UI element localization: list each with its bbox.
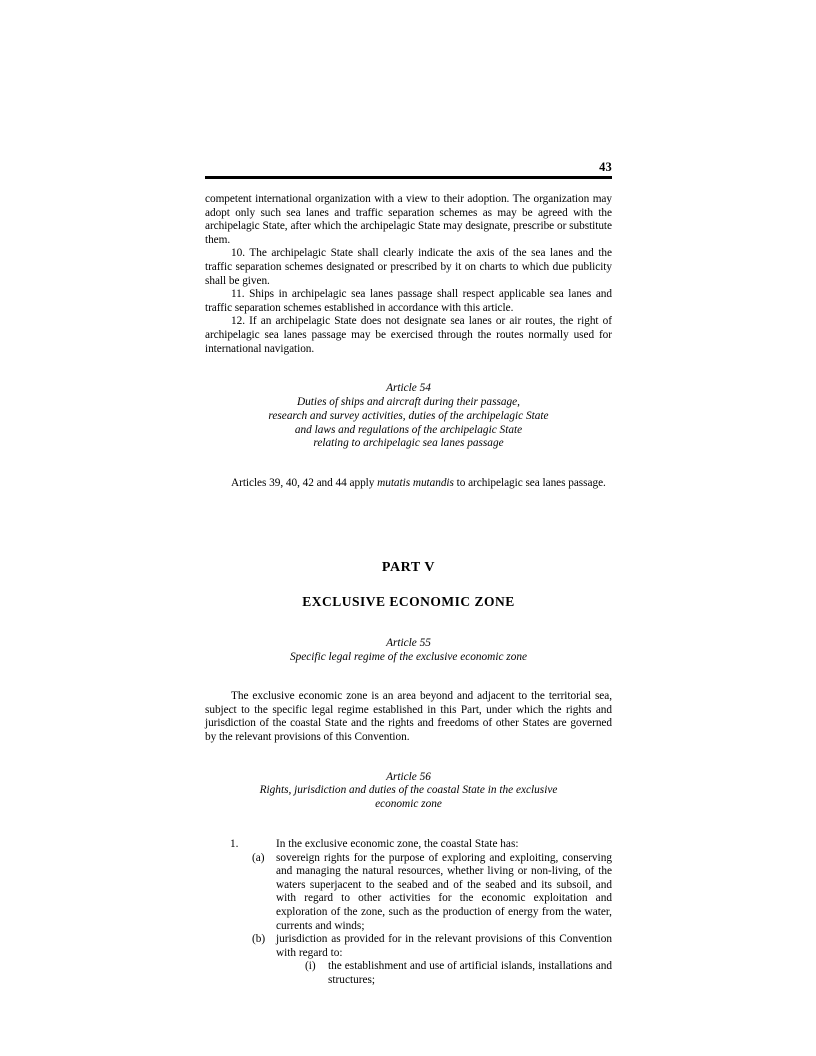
list-text-b: jurisdiction as provided for in the relevant provisions of this Convention with regard to: [276, 933, 612, 959]
article-54-text-tail: to archipelagic sea lanes passage. [453, 477, 606, 490]
article-54-title-line-3: and laws and regulations of the archipelagic State [294, 423, 523, 436]
article-56-title-line-1: Rights, jurisdiction and duties of the coastal State in the exclusive [259, 784, 558, 797]
article-55-heading [205, 637, 612, 665]
article-54-latin-phrase: mutatis mutandis [377, 477, 454, 490]
article-54-title-line-2: research and survey activities, duties of the archipelagic State [268, 409, 549, 422]
article-56-number: Article 56 [386, 770, 431, 783]
list-text-a: sovereign rights for the purpose of exploring and exploiting, conserving and managing the natural resources, whether living or non-living, of the waters superjacent to the seabed and of the seabed and its subsoil, and with regard to other activities for the economic exploitation and exploration of the zone, such as the production of energy from the water, currents and winds; [276, 851, 612, 932]
article-54-paragraph [205, 477, 612, 491]
article-55-number: Article 55 [386, 636, 431, 649]
spacer [205, 525, 612, 559]
list-text-1: In the exclusive economic zone, the coastal State has: [276, 838, 519, 851]
article-54-number: Article 54 [386, 382, 431, 395]
list-marker-a: (a) [252, 851, 265, 864]
spacer [205, 745, 612, 771]
part-v-name: EXCLUSIVE ECONOMIC ZONE [302, 593, 515, 609]
article-55-paragraph: The exclusive economic zone is an area beyond and adjacent to the territorial sea, subject to the specific legal regime established in this Part, under which the rights and jurisdiction of the coastal State and the rights and freedoms of other States are governed by the relevant provisions of this Convention. [205, 690, 612, 744]
list-item-b-i [205, 960, 612, 987]
spacer [205, 577, 612, 593]
list-text-b-i: the establishment and use of artificial islands, installations and structures; [328, 960, 612, 986]
part-v-label: PART V [381, 559, 436, 575]
article-54-heading [205, 382, 612, 451]
article-56-heading [205, 771, 612, 812]
spacer [205, 451, 612, 477]
text-column [205, 193, 612, 988]
paragraph-continued: competent international organization with a view to their adoption. The organization may adopt only such sea lanes and traffic separation schemes as may be agreed with the archipelagic State, after which the archipelagic State may designate, prescribe or substitute them. [205, 193, 612, 246]
spacer [205, 812, 612, 838]
paragraph-11: 11. Ships in archipelagic sea lanes passage shall respect applicable sea lanes and traffic separation schemes established in accordance with this article. [205, 288, 612, 314]
page-header [205, 160, 612, 179]
spacer [205, 611, 612, 637]
paragraph-10: 10. The archipelagic State shall clearly indicate the axis of the sea lanes and the traffic separation schemes designated or prescribed by it on charts to which due publicity shall be given. [205, 247, 612, 287]
spacer [205, 356, 612, 382]
list-marker-1: 1. [230, 838, 239, 851]
list-marker-b: (b) [252, 933, 266, 946]
article-56-title-line-2: economic zone [375, 798, 442, 811]
article-55-title: Specific legal regime of the exclusive economic zone [289, 650, 528, 663]
list-item-1 [205, 838, 612, 852]
article-54-title-line-1: Duties of ships and aircraft during their passage, [296, 395, 520, 408]
page-number: 43 [599, 160, 612, 174]
spacer [205, 664, 612, 690]
list-item-a [205, 852, 612, 934]
list-item-b [205, 933, 612, 960]
article-54-title-line-4: relating to archipelagic sea lanes passage [313, 437, 504, 450]
list-marker-b-i: (i) [305, 960, 316, 973]
article-54-text-lead: Articles 39, 40, 42 and 44 apply [231, 477, 378, 490]
header-rule [205, 176, 612, 179]
paragraph-12: 12. If an archipelagic State does not designate sea lanes or air routes, the right of archipelagic sea lanes passage may be exercised through the routes normally used for international navigation. [205, 315, 612, 355]
spacer [205, 491, 612, 525]
